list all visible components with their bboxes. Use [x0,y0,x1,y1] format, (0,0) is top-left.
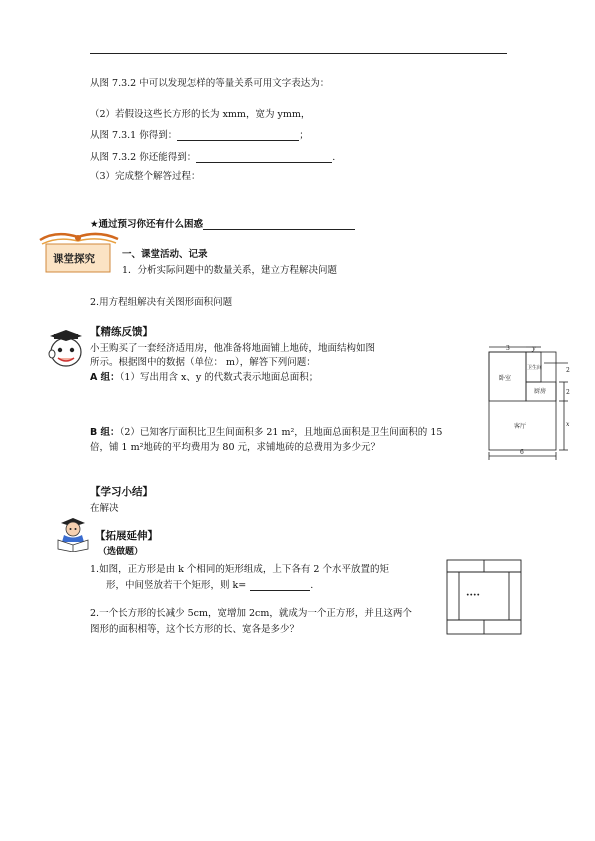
feedback-heading: 【精练反馈】 [90,326,153,338]
activity-heading: 一、课堂活动、记录 [122,249,208,260]
section-banner [38,228,120,276]
floor-plan-diagram [484,342,584,462]
group-b-text: （2）已知客厅面积比卫生间面积多 21 m²，且地面总面积是卫生间面积的 15 [119,427,443,438]
k-answer-blank[interactable] [250,580,310,591]
preview-answer-blank[interactable] [203,220,355,230]
activity-item-2: 2.用方程组解决有关图形面积问题 [90,297,233,308]
dim-right-2: 2 [566,367,570,374]
question-3: （3）完成整个解答过程： [90,171,201,182]
group-b-label: B 组： [90,427,120,438]
dim-top-y: y [532,345,536,352]
room-bathroom: 卫生间 [527,365,543,371]
room-kitchen: 厨房 [534,388,547,395]
group-a-label: A 组： [90,372,120,383]
group-b-line-2: 倍，铺 1 m²地砖的平均费用为 80 元，求铺地砖的总费用为多少元？ [90,442,381,453]
dim-bottom-6: 6 [520,449,524,456]
from-figure-731-label: 从图 7.3.1 你得到： [90,130,178,141]
answer-blank-731[interactable] [177,130,299,141]
ext-q2-line-2: 图形的面积相等，这个长方形的长、宽各是多少？ [90,624,300,635]
teacher-cartoon-icon [44,328,86,370]
reading-student-icon [52,516,94,552]
summary-heading: 【学习小结】 [90,486,153,498]
dim-right-x: x [566,421,570,428]
from-figure-731: 从图 7.3.1 你得到： ； [90,130,309,141]
question-2: （2）若假设这些长方形的长为 xmm，宽为 ymm， [90,109,311,120]
extension-heading: 【拓展延伸】 [95,530,158,542]
extension-subheading: （选做题） [98,547,144,557]
from-figure-732: 从图 7.3.2 你还能得到： . [90,152,336,163]
header-rule [90,53,507,54]
group-a-text: （1）写出用含 x、y 的代数式表示地面总面积； [119,372,319,383]
dim-right-2b: 2 [566,389,570,396]
preview-question: ★通过预习你还有什么困惑 [90,216,355,230]
activity-item-1: 1．分析实际问题中的数量关系，建立方程解决问题 [122,265,338,276]
answer-blank-732[interactable] [196,152,332,163]
rectangles-square-diagram [446,559,526,635]
banner-label: 课堂探究 [53,253,95,265]
from-figure-732-label: 从图 7.3.2 你还能得到： [90,152,197,163]
group-b [90,424,442,438]
feedback-line-1: 小王购买了一套经济适用房，他准备将地面铺上地砖，地面结构如图 [90,343,376,354]
feedback-line-2: 所示。根据图中的数据（单位： m），解答下列问题： [90,357,316,368]
intro-line-1: 从图 7.3.2 中可以发现怎样的等量关系可用文字表达为： [90,78,330,89]
summary-text: 在解决 [90,503,119,514]
dim-top-3: 3 [506,345,510,352]
room-bedroom: 卧室 [499,375,512,382]
square-dots: ···· [466,590,480,601]
ext-q2-line-1: 2.一个长方形的长减少 5cm，宽增加 2cm，就成为一个正方形，并且这两个 [90,608,412,619]
group-a [90,369,318,383]
ext-q1-line-1: 1.如图，正方形是由 k 个相同的矩形组成，上下各有 2 个水平放置的矩 [90,564,389,575]
ext-q1-line-2: 形，中间竖放若干个矩形，则 k= . [106,580,314,591]
room-living: 客厅 [514,423,527,430]
